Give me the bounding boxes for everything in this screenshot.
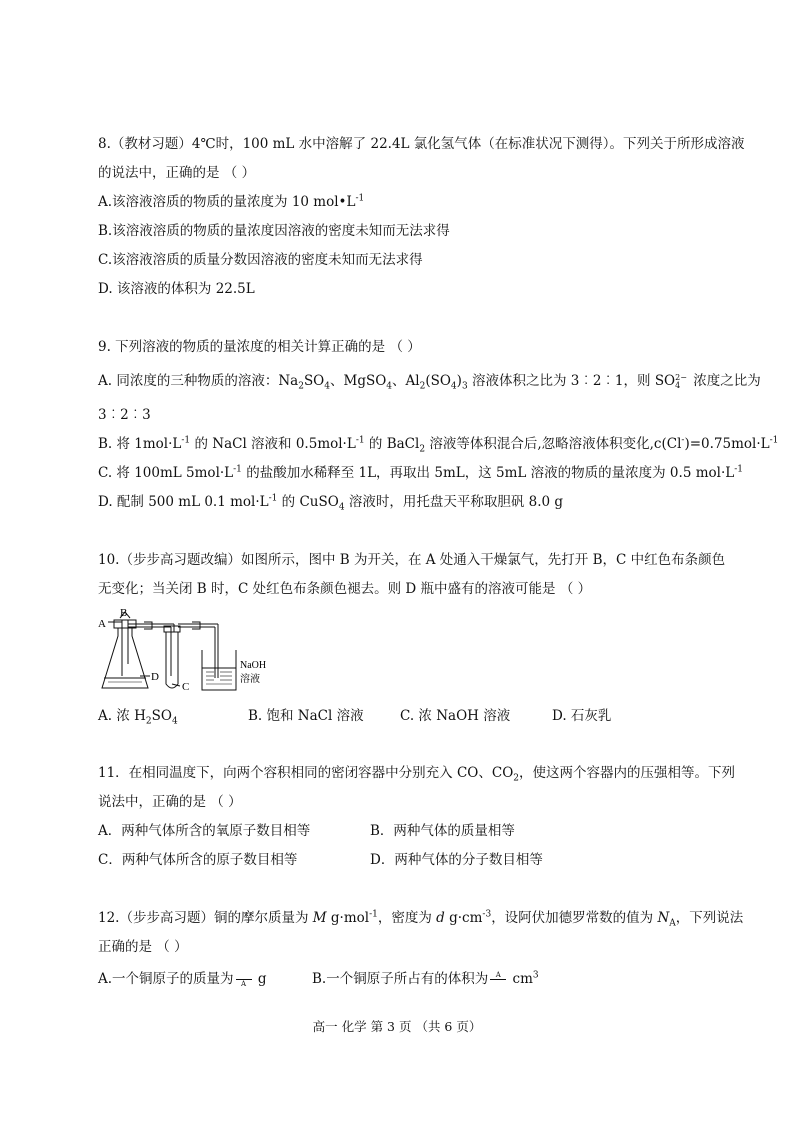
label-a: A — [98, 618, 106, 630]
q10-stem-line1: 10.（步步高习题改编）如图所示，图中 B 为开关，在 A 处通入干燥氯气，先打开 B，C 中红色布条颜色 — [98, 552, 726, 568]
label-c: C — [182, 681, 190, 693]
q11-option-c: C．两种气体所含的原子数目相等 — [98, 852, 298, 868]
label-naoh: NaOH — [240, 660, 266, 671]
q10-option-a: A. 浓 $H_2SO_4$ — [98, 708, 178, 727]
label-solution: 溶液 — [240, 674, 260, 685]
q8-option-c: C.该溶液溶质的质量分数因溶液的密度未知而无法求得 — [98, 252, 423, 268]
q8-option-d: D. 该溶液的体积为 22.5L — [98, 281, 255, 297]
q9-stem: 9. 下列溶液的物质的量浓度的相关计算正确的是 （ ） — [98, 339, 421, 355]
q11-stem-line2: 说法中，正确的是 （ ） — [98, 794, 242, 810]
page-footer: 高一 化学 第 3 页 （共 6 页） — [312, 1019, 482, 1034]
q10-option-d: D. 石灰乳 — [552, 708, 612, 724]
q11-option-b: B．两种气体的质量相等 — [370, 823, 515, 839]
q8-stem-line2: 的说法中，正确的是 （ ） — [98, 165, 256, 181]
apparatus-diagram — [96, 606, 266, 698]
label-b: B — [120, 607, 128, 619]
q10-option-c: C. 浓 NaOH 溶液 — [400, 708, 511, 724]
q12-option-a: A.一个铜原子的质量为 A g — [98, 971, 267, 988]
q12-stem-line1: 12.（步步高习题）铜的摩尔质量为 M g·mol$^{-1}$，密度为 d $g\cdot cm^{-3}$，设阿伏加德罗常数的值为 $N_A$，下列说法 — [98, 909, 744, 929]
q8-stem-line1: 8.（教材习题）4℃时，100 mL 水中溶解了 22.4L 氯化氢气体（在标准状况下测得）。下列关于所形成溶液 — [98, 136, 745, 152]
q8-option-a: A.该溶液溶质的物质的量浓度为 10 $mol•L^{-1}$ — [98, 193, 365, 210]
q10-option-b: B. 饱和 NaCl 溶液 — [248, 708, 364, 724]
q10-stem-line2: 无变化；当关闭 B 时，C 处红色布条颜色褪去。则 D 瓶中盛有的溶液可能是 （ ） — [98, 581, 592, 597]
fraction: A — [236, 971, 252, 988]
label-d: D — [151, 671, 159, 683]
fraction: A — [490, 971, 506, 988]
q12-stem-line2: 正确的是 （ ） — [98, 939, 188, 955]
q9-option-a-line1: A. 同浓度的三种物质的溶液：$Na_2SO_4$、MgSO$_4$、$Al_2(SO_4)_3$ 溶液体积之比为 3︰2︰1，则 SO 2− 4 浓度之比为 — [98, 372, 761, 392]
q11-stem-line1: 11．在相同温度下，向两个容积相同的密闭容器中分别充入 CO、$CO_2$，使这两个容器内的压强相等。下列 — [98, 765, 735, 784]
sulfate-ion-charge: 2− 4 — [675, 372, 687, 390]
q9-option-d: D. 配制 500 mL 0.1 $mol\cdot L^{-1}$ 的 CuSO$_4$ 溶液时，用托盘天平称取胆矾 8.0 g — [98, 493, 564, 513]
q9-option-c: C. 将 100mL $5mol\cdot L^{-1}$ 的盐酸加水稀释至 1L，再取出 5mL，这 5mL 溶液的物质的量浓度为 0.5 $mol\cdot L^{-1}$ — [98, 464, 743, 481]
q9-option-a-line2: 3︰2︰3 — [98, 407, 151, 423]
q8-option-b: B.该溶液溶质的物质的量浓度因溶液的密度未知而无法求得 — [98, 223, 450, 239]
q11-option-a: A．两种气体所含的氧原子数目相等 — [98, 823, 311, 839]
q11-option-d: D．两种气体的分子数目相等 — [370, 852, 543, 868]
q12-option-b: B.一个铜原子所占有的体积为 A $cm^3$ — [312, 970, 539, 987]
q9-option-b: B. 将 $1mol\cdot L^{-1}$ 的 NaCl 溶液和 $0.5mol\cdot L^{-1}$ 的 BaCl$_2$ 溶液等体积混合后,忽略溶液体积变化$,c(Cl^-)=0.75mol\cdot L^{-1}$ — [98, 435, 779, 455]
